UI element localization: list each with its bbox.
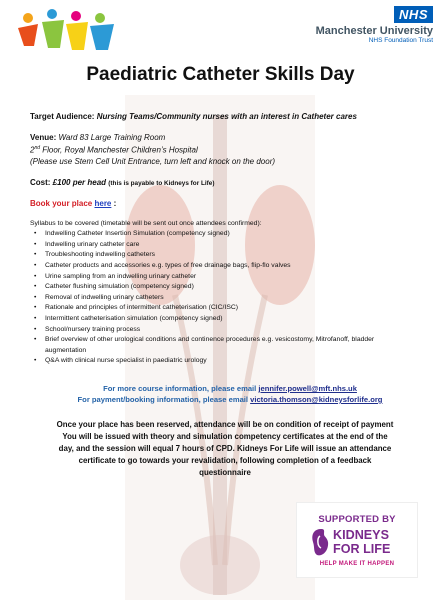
list-item: • Q&A with clinical nurse specialist in paediatric urology — [45, 356, 430, 367]
syllabus-intro: Syllabus to be covered (timetable will be sent out once attendees confirmed): — [30, 219, 262, 227]
list-item: • Urine sampling from an indwelling urinary catheter — [45, 272, 430, 283]
venue-directions: (Please use Stem Cell Unit Entrance, turn left and knock on the door) — [30, 156, 276, 166]
book-here-link[interactable]: here — [94, 198, 112, 208]
venue: Venue: Ward 83 Large Training Room — [30, 133, 166, 142]
book-text: Book your place — [30, 198, 93, 208]
target-label: Target Audience — [30, 112, 92, 121]
nhs-trust-logo — [316, 6, 433, 44]
supported-by-text: SUPPORTED BY — [318, 514, 396, 525]
list-item: • Indwelling urinary catheter care — [45, 240, 430, 251]
list-item: • Catheter products and accessories e.g. types of free drainage bags, flip-flo valves — [45, 261, 430, 272]
course-email-link[interactable]: jennifer.powell@mft.nhs.uk — [258, 383, 357, 393]
venue-value: Ward 83 Large Training Room — [58, 133, 166, 142]
payment-info-line: For payment/booking information, please email victoria.thomson@kidneysforlife.org — [77, 394, 383, 404]
kfl-name: KIDNEYS FOR LIFE — [333, 528, 391, 556]
cost: Cost: £100 per head (this is payable to Kidneys for Life) — [30, 177, 215, 187]
attendance-conditions: Once your place has been reserved, attendance will be on condition of receipt of payment You will be issued with theory and simulation competency certificates at the end of the day, and the session will equal 7 hours of CPD. Kidneys For Life will issue an attendance certificate to go towards your revalidation, following completion of a feedback questionnaire — [56, 419, 394, 477]
list-item: • School/nursery training process — [45, 325, 430, 336]
course-info-line: For more course information, please email jennifer.powell@mft.nhs.uk — [103, 383, 357, 393]
trust-name: Manchester University — [315, 25, 433, 37]
kidneys-for-life-logo — [296, 502, 418, 578]
syllabus-list — [30, 229, 430, 367]
children-figures-logo — [14, 6, 120, 60]
kfl-tagline: HELP MAKE IT HAPPEN — [319, 561, 395, 567]
syllabus — [30, 219, 430, 367]
trust-subtitle: NHS Foundation Trust — [368, 37, 433, 44]
cost-value: £100 per head — [52, 177, 107, 187]
list-item: • Removal of indwelling urinary catheters — [45, 293, 430, 304]
contact-info — [30, 383, 430, 405]
page-title: Paediatric Catheter Skills Day — [86, 64, 355, 85]
flyer-content — [30, 111, 430, 479]
list-item: • Rationale and principles of intermittent catheterisation (CIC/ISC) — [45, 303, 430, 314]
cost-label: Cost — [30, 177, 48, 187]
target-audience: Target Audience: Nursing Teams/Community nurses with an interest in Catheter cares — [30, 112, 357, 121]
payment-email-link[interactable]: victoria.thomson@kidneysforlife.org — [250, 394, 383, 404]
book-place: Book your place here : — [30, 198, 117, 208]
kidney-icon — [311, 528, 331, 556]
nhs-badge: NHS — [394, 6, 433, 23]
list-item: • Brief overview of other urological conditions and continence procedures e.g. vesicostomy, Mitrofanoff, bladder augmentation — [45, 335, 430, 356]
venue-floor: 2nd Floor, Royal Manchester Children’s Hospital — [30, 145, 198, 155]
list-item: • Indwelling Catheter Insertion Simulation (competency signed) — [45, 229, 430, 240]
list-item: • Intermittent catheterisation simulation (competency signed) — [45, 314, 430, 325]
list-item: • Catheter flushing simulation (competency signed) — [45, 282, 430, 293]
cost-note: (this is payable to Kidneys for Life) — [108, 179, 215, 187]
list-item: • Troubleshooting indwelling catheters — [45, 250, 430, 261]
target-value: Nursing Teams/Community nurses with an interest in Catheter cares — [96, 112, 357, 121]
venue-label: Venue — [30, 133, 54, 142]
